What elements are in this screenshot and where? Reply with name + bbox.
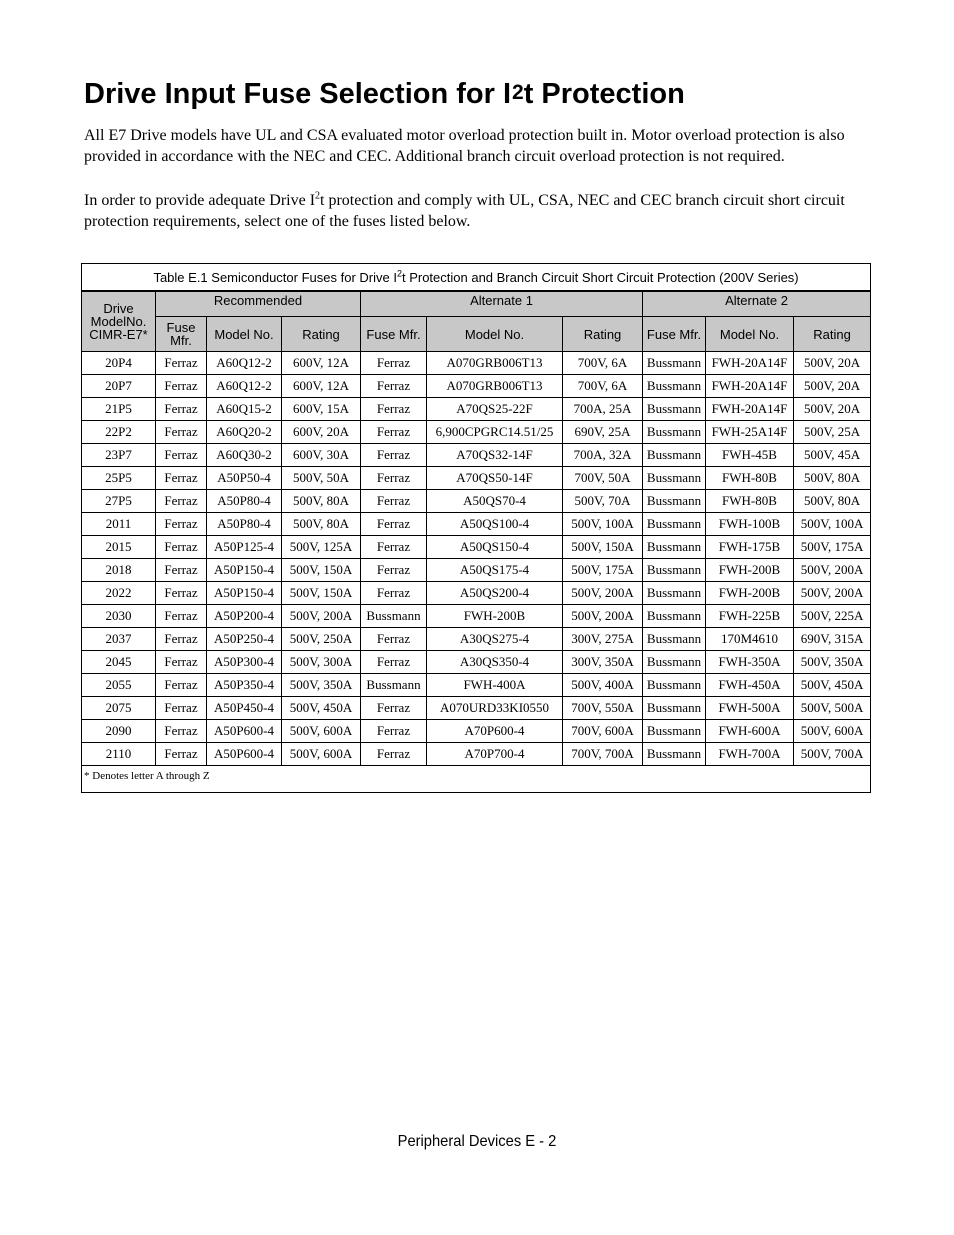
alt1-fuse-mfr-cell: Ferraz — [361, 628, 427, 651]
alt1-fuse-mfr-cell: Ferraz — [361, 398, 427, 421]
fuse-mfr-line1: Fuse — [166, 320, 196, 335]
table-row — [82, 674, 871, 697]
alt1-rating-cell: 500V, 200A — [563, 582, 643, 605]
alt1-rating-cell: 700V, 6A — [563, 352, 643, 375]
alt1-fuse-mfr-cell: Bussmann — [361, 674, 427, 697]
alt1-rating-cell: 300V, 350A — [563, 651, 643, 674]
alt2-fuse-mfr-cell: Bussmann — [643, 743, 706, 766]
alt1-model-no-cell: A70P700-4 — [427, 743, 563, 766]
rec-rating-cell: 500V, 600A — [282, 720, 361, 743]
fuse-mfr-line2: Mfr. — [170, 333, 192, 348]
rec-model-no-cell: A60Q12-2 — [207, 375, 282, 398]
paragraph-text-before: In order to provide adequate Drive I — [84, 192, 316, 209]
table-row — [82, 352, 871, 375]
recommended-group-header: Recommended — [156, 291, 361, 317]
page-title — [84, 78, 685, 111]
rec-model-no-cell: A60Q12-2 — [207, 352, 282, 375]
rec-fuse-mfr-cell: Ferraz — [156, 398, 207, 421]
intro-paragraph: All E7 Drive models have UL and CSA evaluated motor overload protection built in. Motor overload protection is also provided in accordance with the NEC and CEC. Additional branch circuit overload protection is not required. — [84, 127, 845, 165]
alt1-fuse-mfr-cell: Ferraz — [361, 352, 427, 375]
alternate1-group-header: Alternate 1 — [361, 291, 643, 317]
rec-rating-cell: 500V, 450A — [282, 697, 361, 720]
alt2-fuse-mfr-cell: Bussmann — [643, 421, 706, 444]
rec-fuse-mfr-cell: Ferraz — [156, 352, 207, 375]
rec-model-no-cell: A50P80-4 — [207, 513, 282, 536]
alt2-rating-cell: 500V, 225A — [794, 605, 871, 628]
alt2-fuse-mfr-cell: Bussmann — [643, 605, 706, 628]
table-row — [82, 467, 871, 490]
rec-model-no-cell: A50P50-4 — [207, 467, 282, 490]
alt2-fuse-mfr-cell: Bussmann — [643, 582, 706, 605]
alt2-rating-cell: 500V, 600A — [794, 720, 871, 743]
alt2-model-no-cell: FWH-450A — [706, 674, 794, 697]
model-header-line1: Drive — [103, 301, 134, 316]
alt2-rating-cell: 500V, 45A — [794, 444, 871, 467]
rec-model-no-cell: A50P600-4 — [207, 720, 282, 743]
alt2-rating-cell: 500V, 20A — [794, 375, 871, 398]
alt2-model-no-cell: FWH-200B — [706, 582, 794, 605]
drive-model-cell: 2045 — [82, 651, 156, 674]
title-superscript: 2 — [512, 81, 524, 104]
alternate2-group-header: Alternate 2 — [643, 291, 871, 317]
table-row — [82, 697, 871, 720]
drive-model-header — [82, 291, 156, 352]
table-row — [82, 720, 871, 743]
alt2-rating-cell: 500V, 25A — [794, 421, 871, 444]
rec-rating-cell: 500V, 50A — [282, 467, 361, 490]
paragraph-text-after: t protection and comply with UL, CSA, NEC and CEC branch circuit short circuit protection requirements, select one of the fuses listed below. — [84, 192, 845, 230]
alt2-rating-cell: 500V, 350A — [794, 651, 871, 674]
rec-fuse-mfr-cell: Ferraz — [156, 375, 207, 398]
alt2-fuse-mfr-header: Fuse Mfr. — [643, 317, 706, 352]
alt2-model-no-cell: FWH-80B — [706, 467, 794, 490]
alt2-model-no-cell: FWH-700A — [706, 743, 794, 766]
paragraph-superscript: 2 — [315, 190, 321, 202]
rec-rating-cell: 500V, 150A — [282, 582, 361, 605]
alt2-fuse-mfr-cell: Bussmann — [643, 674, 706, 697]
alt2-fuse-mfr-cell: Bussmann — [643, 398, 706, 421]
table-caption — [82, 264, 871, 292]
alt1-rating-cell: 690V, 25A — [563, 421, 643, 444]
alt1-fuse-mfr-cell: Ferraz — [361, 697, 427, 720]
alt2-rating-cell: 500V, 500A — [794, 697, 871, 720]
rec-fuse-mfr-cell: Ferraz — [156, 720, 207, 743]
drive-model-cell: 2011 — [82, 513, 156, 536]
drive-model-cell: 2090 — [82, 720, 156, 743]
alt1-rating-cell: 500V, 100A — [563, 513, 643, 536]
alt2-model-no-cell: FWH-80B — [706, 490, 794, 513]
table-row — [82, 490, 871, 513]
alt1-fuse-mfr-cell: Ferraz — [361, 582, 427, 605]
alt1-model-no-cell: A70QS32-14F — [427, 444, 563, 467]
rec-rating-cell: 600V, 30A — [282, 444, 361, 467]
alt2-rating-cell: 500V, 100A — [794, 513, 871, 536]
alt1-rating-cell: 500V, 175A — [563, 559, 643, 582]
table-row — [82, 559, 871, 582]
rec-rating-cell: 600V, 12A — [282, 352, 361, 375]
rec-fuse-mfr-cell: Ferraz — [156, 536, 207, 559]
alt2-model-no-cell: FWH-600A — [706, 720, 794, 743]
alt2-rating-cell: 500V, 20A — [794, 398, 871, 421]
drive-model-cell: 2015 — [82, 536, 156, 559]
alt2-fuse-mfr-cell: Bussmann — [643, 697, 706, 720]
alt2-model-no-cell: FWH-100B — [706, 513, 794, 536]
rec-model-no-cell: A50P300-4 — [207, 651, 282, 674]
rec-rating-cell: 500V, 200A — [282, 605, 361, 628]
alt1-rating-cell: 700V, 700A — [563, 743, 643, 766]
rec-rating-cell: 500V, 80A — [282, 490, 361, 513]
alt2-rating-header: Rating — [794, 317, 871, 352]
alt2-model-no-cell: FWH-45B — [706, 444, 794, 467]
alt2-fuse-mfr-cell: Bussmann — [643, 375, 706, 398]
rec-fuse-mfr-cell: Ferraz — [156, 490, 207, 513]
alt1-fuse-mfr-cell: Ferraz — [361, 743, 427, 766]
alt2-model-no-cell: FWH-20A14F — [706, 352, 794, 375]
rec-fuse-mfr-cell: Ferraz — [156, 743, 207, 766]
drive-model-cell: 20P7 — [82, 375, 156, 398]
table-row — [82, 628, 871, 651]
drive-model-cell: 2022 — [82, 582, 156, 605]
rec-model-no-cell: A60Q30-2 — [207, 444, 282, 467]
alt1-rating-cell: 500V, 150A — [563, 536, 643, 559]
table-row — [82, 743, 871, 766]
rec-rating-header: Rating — [282, 317, 361, 352]
alt1-fuse-mfr-cell: Ferraz — [361, 651, 427, 674]
table-row — [82, 605, 871, 628]
alt2-fuse-mfr-cell: Bussmann — [643, 513, 706, 536]
alt2-rating-cell: 500V, 175A — [794, 536, 871, 559]
alt1-rating-cell: 700V, 6A — [563, 375, 643, 398]
alt2-fuse-mfr-cell: Bussmann — [643, 536, 706, 559]
rec-rating-cell: 500V, 80A — [282, 513, 361, 536]
rec-fuse-mfr-cell: Ferraz — [156, 674, 207, 697]
alt1-rating-cell: 500V, 70A — [563, 490, 643, 513]
rec-fuse-mfr-cell: Ferraz — [156, 467, 207, 490]
rec-model-no-cell: A50P80-4 — [207, 490, 282, 513]
alt1-rating-cell: 500V, 400A — [563, 674, 643, 697]
rec-model-no-cell: A50P200-4 — [207, 605, 282, 628]
alt1-fuse-mfr-cell: Ferraz — [361, 720, 427, 743]
alt2-model-no-cell: FWH-200B — [706, 559, 794, 582]
rec-fuse-mfr-cell: Ferraz — [156, 697, 207, 720]
alt2-fuse-mfr-cell: Bussmann — [643, 720, 706, 743]
table-row — [82, 582, 871, 605]
drive-model-cell: 2110 — [82, 743, 156, 766]
alt1-fuse-mfr-cell: Ferraz — [361, 559, 427, 582]
table-row — [82, 421, 871, 444]
alt2-fuse-mfr-cell: Bussmann — [643, 490, 706, 513]
alt2-rating-cell: 500V, 80A — [794, 490, 871, 513]
alt1-rating-cell: 500V, 200A — [563, 605, 643, 628]
rec-rating-cell: 600V, 15A — [282, 398, 361, 421]
alt1-model-no-cell: A070GRB006T13 — [427, 352, 563, 375]
rec-rating-cell: 600V, 20A — [282, 421, 361, 444]
alt1-rating-cell: 700V, 50A — [563, 467, 643, 490]
alt1-rating-cell: 300V, 275A — [563, 628, 643, 651]
alt1-fuse-mfr-cell: Ferraz — [361, 467, 427, 490]
rec-fuse-mfr-cell: Ferraz — [156, 513, 207, 536]
table-row — [82, 375, 871, 398]
alt2-rating-cell: 500V, 450A — [794, 674, 871, 697]
rec-model-no-cell: A50P600-4 — [207, 743, 282, 766]
alt1-model-no-cell: A50QS100-4 — [427, 513, 563, 536]
rec-fuse-mfr-cell: Ferraz — [156, 628, 207, 651]
requirements-paragraph — [84, 190, 884, 232]
alt2-model-no-cell: FWH-25A14F — [706, 421, 794, 444]
drive-model-cell: 25P5 — [82, 467, 156, 490]
alt1-model-no-cell: FWH-200B — [427, 605, 563, 628]
drive-model-cell: 20P4 — [82, 352, 156, 375]
alt2-model-no-cell: FWH-500A — [706, 697, 794, 720]
alt1-model-no-cell: A70P600-4 — [427, 720, 563, 743]
drive-model-cell: 23P7 — [82, 444, 156, 467]
alt1-fuse-mfr-header: Fuse Mfr. — [361, 317, 427, 352]
alt1-rating-cell: 700V, 600A — [563, 720, 643, 743]
alt1-model-no-cell: A70QS25-22F — [427, 398, 563, 421]
alt1-fuse-mfr-cell: Ferraz — [361, 375, 427, 398]
rec-rating-cell: 500V, 125A — [282, 536, 361, 559]
alt2-rating-cell: 500V, 200A — [794, 559, 871, 582]
alt1-model-no-cell: A50QS175-4 — [427, 559, 563, 582]
alt2-fuse-mfr-cell: Bussmann — [643, 559, 706, 582]
rec-model-no-cell: A60Q15-2 — [207, 398, 282, 421]
table-row — [82, 398, 871, 421]
alt2-fuse-mfr-cell: Bussmann — [643, 444, 706, 467]
alt2-rating-cell: 500V, 80A — [794, 467, 871, 490]
alt1-fuse-mfr-cell: Ferraz — [361, 490, 427, 513]
title-text-after: t Protection — [523, 78, 685, 110]
rec-model-no-cell: A50P350-4 — [207, 674, 282, 697]
rec-model-no-cell: A50P250-4 — [207, 628, 282, 651]
table-row — [82, 536, 871, 559]
alt1-model-no-cell: A30QS350-4 — [427, 651, 563, 674]
alt1-model-no-cell: 6,900CPGRC14.51/25 — [427, 421, 563, 444]
page-footer: Peripheral Devices E - 2 — [397, 1133, 557, 1150]
alt2-model-no-cell: FWH-20A14F — [706, 398, 794, 421]
alt2-fuse-mfr-cell: Bussmann — [643, 651, 706, 674]
alt1-model-no-cell: A70QS50-14F — [427, 467, 563, 490]
rec-rating-cell: 500V, 600A — [282, 743, 361, 766]
alt2-rating-cell: 500V, 700A — [794, 743, 871, 766]
caption-text-after: t Protection and Branch Circuit Short Circuit Protection (200V Series) — [401, 269, 799, 285]
alt1-rating-cell: 700A, 32A — [563, 444, 643, 467]
rec-fuse-mfr-header — [156, 317, 207, 352]
alt2-model-no-cell: FWH-175B — [706, 536, 794, 559]
rec-rating-cell: 600V, 12A — [282, 375, 361, 398]
drive-model-cell: 21P5 — [82, 398, 156, 421]
rec-model-no-cell: A50P150-4 — [207, 559, 282, 582]
rec-fuse-mfr-cell: Ferraz — [156, 651, 207, 674]
alt1-rating-cell: 700V, 550A — [563, 697, 643, 720]
alt1-model-no-cell: A070GRB006T13 — [427, 375, 563, 398]
caption-superscript: 2 — [396, 268, 402, 279]
alt1-fuse-mfr-cell: Ferraz — [361, 536, 427, 559]
rec-fuse-mfr-cell: Ferraz — [156, 444, 207, 467]
alt2-model-no-cell: FWH-20A14F — [706, 375, 794, 398]
rec-fuse-mfr-cell: Ferraz — [156, 582, 207, 605]
alt1-model-no-cell: A30QS275-4 — [427, 628, 563, 651]
rec-model-no-header: Model No. — [207, 317, 282, 352]
table-row — [82, 651, 871, 674]
table-row — [82, 444, 871, 467]
alt1-model-no-cell: FWH-400A — [427, 674, 563, 697]
rec-fuse-mfr-cell: Ferraz — [156, 559, 207, 582]
alt2-model-no-header: Model No. — [706, 317, 794, 352]
alt1-fuse-mfr-cell: Ferraz — [361, 444, 427, 467]
rec-model-no-cell: A50P450-4 — [207, 697, 282, 720]
drive-model-cell: 22P2 — [82, 421, 156, 444]
alt2-rating-cell: 690V, 315A — [794, 628, 871, 651]
alt1-rating-header: Rating — [563, 317, 643, 352]
alt2-model-no-cell: 170M4610 — [706, 628, 794, 651]
alt2-rating-cell: 500V, 20A — [794, 352, 871, 375]
drive-model-cell: 2037 — [82, 628, 156, 651]
alt1-model-no-cell: A50QS70-4 — [427, 490, 563, 513]
title-text-before: Drive Input Fuse Selection for I — [84, 78, 512, 110]
table-body — [82, 352, 871, 766]
alt1-fuse-mfr-cell: Ferraz — [361, 513, 427, 536]
drive-model-cell: 2055 — [82, 674, 156, 697]
model-header-line3: CIMR-E7* — [89, 327, 148, 342]
alt1-fuse-mfr-cell: Bussmann — [361, 605, 427, 628]
rec-rating-cell: 500V, 250A — [282, 628, 361, 651]
caption-text-before: Table E.1 Semiconductor Fuses for Drive I — [153, 269, 397, 285]
rec-fuse-mfr-cell: Ferraz — [156, 605, 207, 628]
table-footnote: * Denotes letter A through Z — [82, 766, 871, 793]
alt2-model-no-cell: FWH-225B — [706, 605, 794, 628]
fuse-selection-table — [81, 263, 871, 793]
alt1-model-no-header: Model No. — [427, 317, 563, 352]
alt2-fuse-mfr-cell: Bussmann — [643, 467, 706, 490]
drive-model-cell: 2075 — [82, 697, 156, 720]
rec-fuse-mfr-cell: Ferraz — [156, 421, 207, 444]
drive-model-cell: 2018 — [82, 559, 156, 582]
alt1-model-no-cell: A070URD33KI0550 — [427, 697, 563, 720]
rec-rating-cell: 500V, 350A — [282, 674, 361, 697]
rec-model-no-cell: A50P150-4 — [207, 582, 282, 605]
rec-rating-cell: 500V, 300A — [282, 651, 361, 674]
drive-model-cell: 2030 — [82, 605, 156, 628]
alt2-model-no-cell: FWH-350A — [706, 651, 794, 674]
alt1-model-no-cell: A50QS150-4 — [427, 536, 563, 559]
alt2-rating-cell: 500V, 200A — [794, 582, 871, 605]
alt1-rating-cell: 700A, 25A — [563, 398, 643, 421]
rec-rating-cell: 500V, 150A — [282, 559, 361, 582]
alt2-fuse-mfr-cell: Bussmann — [643, 628, 706, 651]
rec-model-no-cell: A50P125-4 — [207, 536, 282, 559]
drive-model-cell: 27P5 — [82, 490, 156, 513]
alt1-model-no-cell: A50QS200-4 — [427, 582, 563, 605]
table-row — [82, 513, 871, 536]
alt2-fuse-mfr-cell: Bussmann — [643, 352, 706, 375]
rec-model-no-cell: A60Q20-2 — [207, 421, 282, 444]
alt1-fuse-mfr-cell: Ferraz — [361, 421, 427, 444]
model-header-line2: ModelNo. — [90, 314, 147, 329]
